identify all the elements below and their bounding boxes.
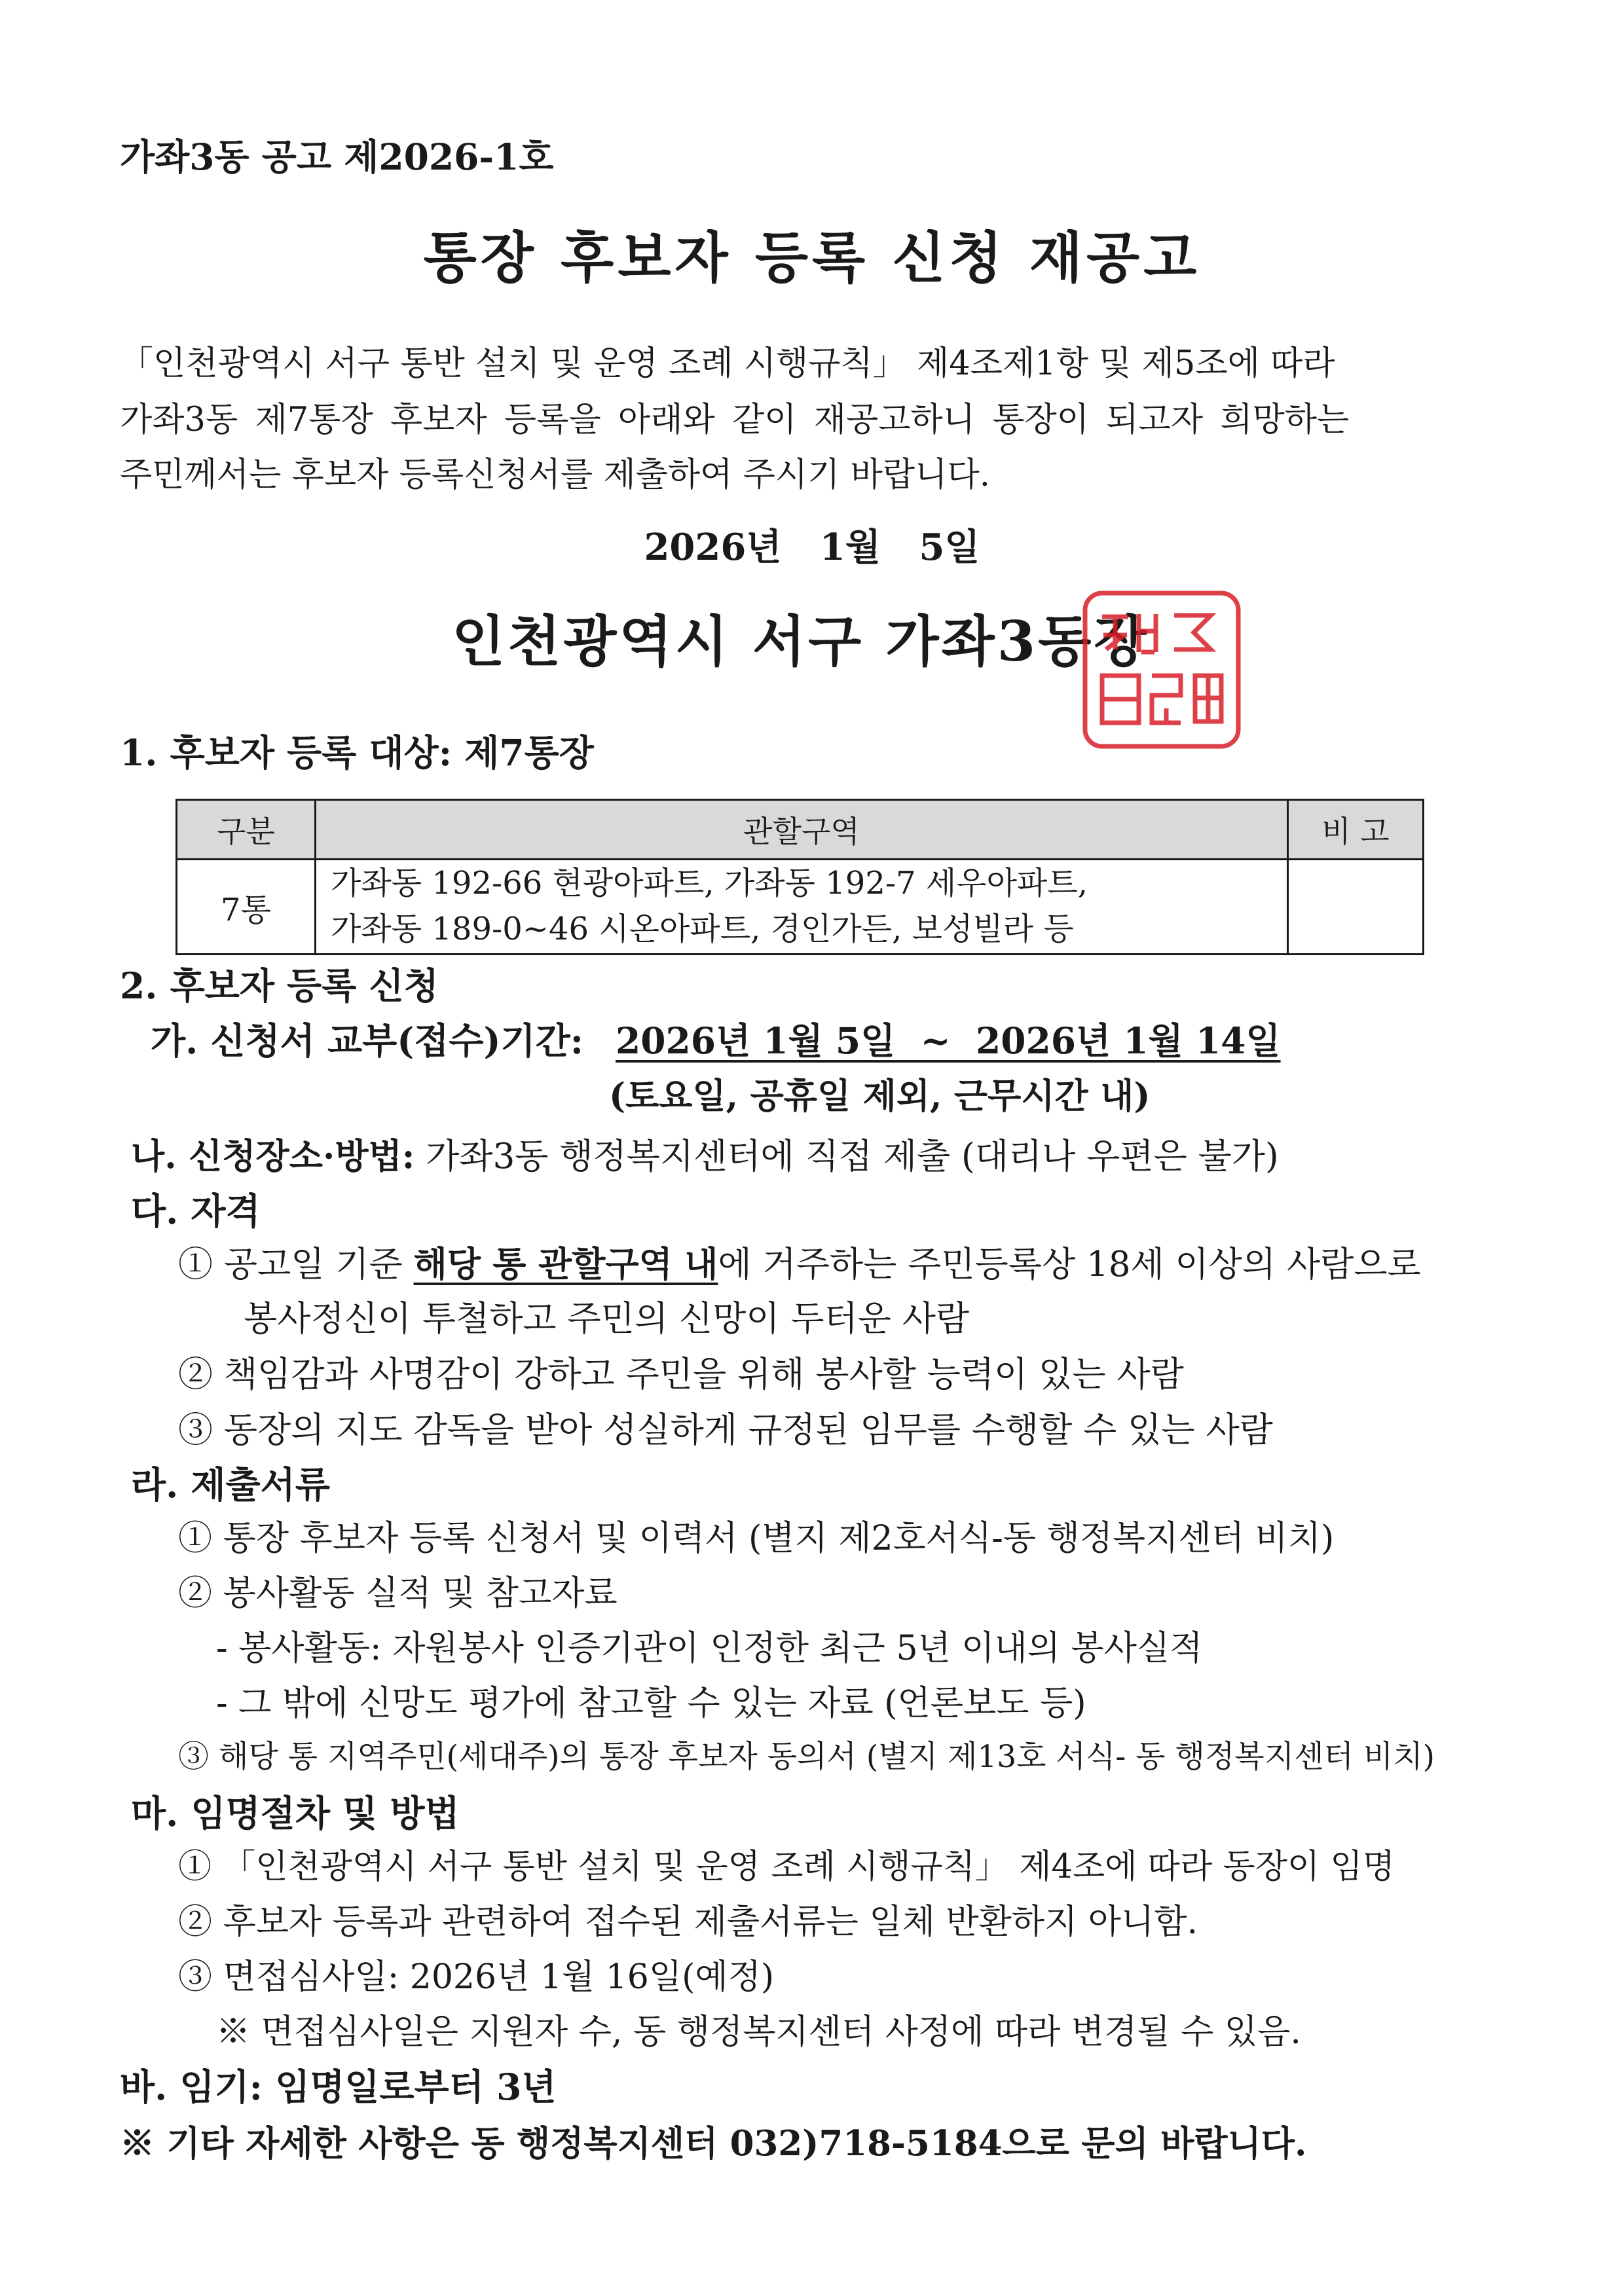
intro-text-1: 「인천광역시 서구 통반 설치 및 운영 조례 시행규칙」 제4조제1항 및 제5조에 따라	[120, 344, 1335, 383]
documents-heading: 라. 제출서류	[131, 1463, 330, 1506]
header-note: 비 고	[1288, 800, 1424, 860]
notice-number: 가좌3동 공고 제2026-1호	[120, 136, 554, 178]
qualification-item-3: ③ 동장의 지도 감독을 받아 성실하게 규정된 임무를 수행할 수 있는 사람	[178, 1410, 1273, 1450]
qualification-item-1	[178, 1244, 1421, 1285]
intro-line-1	[120, 344, 1480, 383]
documents-item-1: ① 통장 후보자 등록 신청서 및 이력서 (별지 제2호서식-동 행정복지센터 비치)	[178, 1519, 1335, 1558]
cell-division: 7통	[177, 860, 316, 955]
qualification-heading: 다. 자격	[131, 1190, 261, 1232]
area-line-2: 가좌동 189-0~46 시온아파트, 경인가든, 보성빌라 등	[331, 911, 1074, 947]
documents-sub-1: - 봉사활동: 자원봉사 인증기관이 인정한 최근 5년 이내의 봉사실적	[216, 1629, 1203, 1668]
documents-item-2: ② 봉사활동 실적 및 참고자료	[178, 1574, 618, 1613]
jurisdiction-table	[175, 799, 1424, 955]
contact-footer: ※ 기타 자세한 사항은 동 행정복지센터 032)718-5184으로 문의 바랍니다.	[120, 2123, 1307, 2164]
application-period-note: (토요일, 공휴일 제외, 근무시간 내)	[609, 1076, 1151, 1116]
application-place-line	[131, 1136, 1279, 1176]
cell-note	[1288, 860, 1424, 955]
section1-heading: 1. 후보자 등록 대상: 제7통장	[120, 731, 594, 774]
application-place-text: 가좌3동 행정복지센터에 직접 제출 (대리나 우편은 불가)	[426, 1137, 1279, 1176]
table-row	[177, 860, 1424, 955]
table-header-row	[177, 800, 1424, 860]
qualification-item-1-post: 에 거주하는 주민등록상 18세 이상의 사람으로	[718, 1245, 1421, 1285]
notice-date: 2026년 1월 5일	[644, 526, 980, 569]
cell-area	[316, 860, 1288, 955]
appointment-heading: 마. 임명절차 및 방법	[131, 1792, 460, 1834]
appointment-note: ※ 면접심사일은 지원자 수, 동 행정복지센터 사정에 따라 변경될 수 있음.	[216, 2013, 1301, 2052]
application-place-label: 나. 신청장소·방법:	[131, 1136, 415, 1176]
document-title: 통장 후보자 등록 신청 재공고	[423, 225, 1201, 290]
appointment-item-1: ① 「인천광역시 서구 통반 설치 및 운영 조례 시행규칙」 제4조에 따라 동장이 임명	[178, 1848, 1395, 1886]
application-period-label: 가. 신청서 교부(접수)기간:	[151, 1019, 584, 1062]
qualification-item-1-pre: ① 공고일 기준	[178, 1245, 414, 1285]
qualification-item-2: ② 책임감과 사명감이 강하고 주민을 위해 봉사할 능력이 있는 사람	[178, 1355, 1184, 1394]
intro-line-2: 가좌3동 제7통장 후보자 등록을 아래와 같이 재공고하니 통장이 되고자 희망하는	[120, 401, 1350, 439]
issuer-name: 인천광역시 서구 가좌3동장	[452, 609, 1150, 674]
header-division: 구분	[177, 800, 316, 860]
documents-item-3: ③ 해당 통 지역주민(세대주)의 통장 후보자 동의서 (별지 제13호 서식- 동 행정복지센터 비치)	[178, 1739, 1435, 1775]
official-seal-stamp	[1076, 584, 1247, 756]
intro-line-3: 주민께서는 후보자 등록신청서를 제출하여 주시기 바랍니다.	[120, 456, 990, 494]
header-area: 관할구역	[316, 800, 1288, 860]
qualification-underlined: 해당 통 관할구역 내	[413, 1244, 718, 1285]
area-line-1: 가좌동 192-66 현광아파트, 가좌동 192-7 세우아파트,	[331, 865, 1088, 902]
qualification-item-1-cont: 봉사정신이 투철하고 주민의 신망이 두터운 사람	[244, 1299, 970, 1339]
appointment-item-3: ③ 면접심사일: 2026년 1월 16일(예정)	[178, 1958, 775, 1997]
application-period: 2026년 1월 5일 ~ 2026년 1월 14일	[616, 1019, 1281, 1062]
section2-heading: 2. 후보자 등록 신청	[120, 964, 439, 1007]
documents-sub-2: - 그 밖에 신망도 평가에 참고할 수 있는 자료 (언론보도 등)	[216, 1684, 1086, 1723]
term-line: 바. 임기: 임명일로부터 3년	[120, 2066, 557, 2108]
appointment-item-2: ② 후보자 등록과 관련하여 접수된 제출서류는 일체 반환하지 아니함.	[178, 1903, 1198, 1942]
